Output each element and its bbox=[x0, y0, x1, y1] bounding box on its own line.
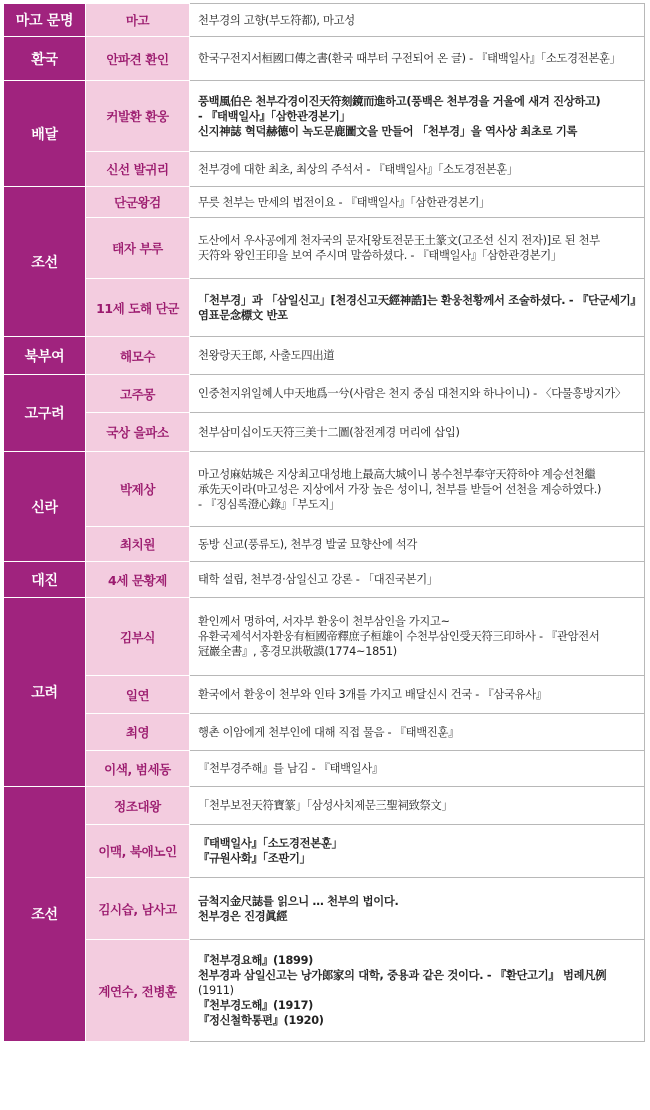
desc-cell bbox=[190, 527, 645, 562]
table-row bbox=[4, 4, 645, 37]
table-row bbox=[4, 562, 645, 598]
person-cell: 국상 을파소 bbox=[86, 413, 190, 452]
desc-line: 「천부보전天符寶篆」「삼성사치제문三聖祠致祭文」 bbox=[198, 799, 453, 812]
desc-line: 한국구전지서桓國口傳之書(환국 때부터 구전되어 온 글) - 『태백일사』「소도경전본훈」 bbox=[198, 52, 621, 65]
desc-line: 천부경은 진경眞經 bbox=[198, 909, 288, 923]
era-cell: 마고 문명 bbox=[4, 4, 86, 37]
era-cell: 신라 bbox=[4, 452, 86, 562]
desc-line: 「천부경」과 「삼일신고」[천경신고天經神誥]는 환웅천황께서 조술하셨다. - 『단군세기』 bbox=[198, 293, 642, 307]
table-row bbox=[4, 940, 645, 1042]
era-cell: 대진 bbox=[4, 562, 86, 598]
desc-cell bbox=[190, 940, 645, 1042]
table-row bbox=[4, 787, 645, 825]
table-row bbox=[4, 825, 645, 878]
person-cell: 이맥, 북애노인 bbox=[86, 825, 190, 878]
desc-line: - 『징심록澄心錄』「부도지」 bbox=[198, 497, 341, 511]
desc-line: 천부삼미십이도天符三美十二圖(참전계경 머리에 삽입) bbox=[198, 425, 460, 439]
desc-line: 承先天이라(마고성은 지상에서 가장 높은 성이니, 천부를 받들어 선천을 계승하였다.) bbox=[198, 482, 602, 496]
person-cell: 태자 부루 bbox=[86, 218, 190, 279]
desc-cell bbox=[190, 598, 645, 676]
table-row bbox=[4, 598, 645, 676]
person-cell: 안파견 환인 bbox=[86, 37, 190, 81]
era-cell: 고려 bbox=[4, 598, 86, 787]
era-cell: 조선 bbox=[4, 787, 86, 1042]
person-cell: 김부식 bbox=[86, 598, 190, 676]
desc-line: 마고성麻姑城은 지상최고대성地上最高大城이니 봉수천부奉守天符하야 계승선천繼 bbox=[198, 467, 596, 481]
desc-line: 『천부경요해』(1899) bbox=[198, 954, 314, 967]
desc-cell bbox=[190, 337, 645, 375]
table-row bbox=[4, 375, 645, 413]
desc-cell bbox=[190, 562, 645, 598]
table-row bbox=[4, 452, 645, 527]
person-cell: 4세 문황제 bbox=[86, 562, 190, 598]
person-cell: 커발환 환웅 bbox=[86, 81, 190, 152]
desc-cell bbox=[190, 37, 645, 81]
person-cell: 김시습, 남사고 bbox=[86, 878, 190, 940]
person-cell: 신선 발귀리 bbox=[86, 152, 190, 187]
person-cell: 고주몽 bbox=[86, 375, 190, 413]
desc-cell bbox=[190, 187, 645, 218]
desc-cell bbox=[190, 676, 645, 714]
table-row bbox=[4, 337, 645, 375]
table-row bbox=[4, 81, 645, 152]
desc-cell bbox=[190, 279, 645, 337]
desc-line: 천부경의 고향(부도符都), 마고성 bbox=[198, 13, 355, 27]
era-cell: 배달 bbox=[4, 81, 86, 187]
desc-cell bbox=[190, 878, 645, 940]
desc-cell bbox=[190, 81, 645, 152]
desc-line: 환인께서 명하여, 서자부 환웅이 천부삼인을 가지고~ bbox=[198, 615, 450, 628]
person-cell: 최치원 bbox=[86, 527, 190, 562]
person-cell: 계연수, 전병훈 bbox=[86, 940, 190, 1042]
desc-line: 『태백일사』「소도경전본훈」 bbox=[198, 837, 343, 850]
person-cell: 이색, 범세동 bbox=[86, 751, 190, 787]
desc-line: 『천부경도해』(1917) bbox=[198, 999, 314, 1012]
desc-line: 유환국제석서자환웅有桓國帝釋庶子桓雄이 수천부삼인受天符三印하사 - 『관암전서 bbox=[198, 630, 600, 643]
desc-line: 천왕랑天王郞, 사출도四出道 bbox=[198, 349, 335, 362]
desc-line: 『정신철학통편』(1920) bbox=[198, 1014, 324, 1027]
table-row bbox=[4, 413, 645, 452]
desc-cell bbox=[190, 413, 645, 452]
table-row bbox=[4, 279, 645, 337]
person-cell: 정조대왕 bbox=[86, 787, 190, 825]
desc-line: 무릇 천부는 만세의 법전이요 - 『태백일사』「삼한관경본기」 bbox=[198, 195, 491, 209]
era-cell: 북부여 bbox=[4, 337, 86, 375]
table-row bbox=[4, 676, 645, 714]
person-cell: 최영 bbox=[86, 714, 190, 751]
person-cell: 단군왕검 bbox=[86, 187, 190, 218]
desc-line: 『규원사화』「조판기」 bbox=[198, 852, 311, 865]
desc-cell bbox=[190, 218, 645, 279]
desc-line: 태학 설립, 천부경·삼일신고 강론 - 「대진국본기」 bbox=[198, 573, 438, 586]
desc-cell bbox=[190, 825, 645, 878]
desc-cell bbox=[190, 375, 645, 413]
desc-line: 『천부경주해』를 남김 - 『태백일사』 bbox=[198, 762, 383, 775]
table-row bbox=[4, 714, 645, 751]
desc-line: 신지神誌 혁덕赫德이 녹도문鹿圖文을 만들어 「천부경」을 역사상 최초로 기록 bbox=[198, 124, 578, 138]
table-row bbox=[4, 527, 645, 562]
desc-line: 도산에서 우사공에게 천자국의 문자[왕토전문王土篆文(고조선 신지 전자)]로 된 천부 bbox=[198, 234, 600, 247]
desc-cell bbox=[190, 714, 645, 751]
desc-cell bbox=[190, 787, 645, 825]
person-cell: 마고 bbox=[86, 4, 190, 37]
era-cell: 고구려 bbox=[4, 375, 86, 452]
desc-line: 환국에서 환웅이 천부와 인타 3개를 가지고 배달신시 건국 - 『삼국유사』 bbox=[198, 688, 547, 701]
era-cell: 환국 bbox=[4, 37, 86, 81]
desc-cell bbox=[190, 4, 645, 37]
desc-line: 금척지金尺誌를 읽으니 … 천부의 법이다. bbox=[198, 894, 399, 908]
table-row bbox=[4, 152, 645, 187]
person-cell: 일연 bbox=[86, 676, 190, 714]
desc-line: 천부경과 삼일신고는 낭가郎家의 대학, 중용과 같은 것이다. - 『환단고기』 범례凡例 bbox=[198, 969, 607, 982]
desc-line: 염표문念標文 반포 bbox=[198, 308, 288, 322]
table-row bbox=[4, 751, 645, 787]
desc-cell bbox=[190, 152, 645, 187]
history-table bbox=[3, 3, 645, 1042]
table-row bbox=[4, 878, 645, 940]
desc-line: 풍백風伯은 천부각경이진天符刻鏡而進하고(풍백은 천부경을 거울에 새겨 진상하고) bbox=[198, 94, 601, 108]
desc-line: 冠巖全書』, 홍경모洪敬謨(1774~1851) bbox=[198, 645, 397, 658]
person-cell: 해모수 bbox=[86, 337, 190, 375]
desc-line: 인중천지위일혜人中天地爲一兮(사람은 천지 중심 대천지와 하나이니) - 〈다물흥방지가〉 bbox=[198, 387, 626, 400]
desc-line: 동방 신교(풍류도), 천부경 발굴 묘향산에 석각 bbox=[198, 537, 417, 551]
era-cell: 조선 bbox=[4, 187, 86, 337]
desc-cell bbox=[190, 751, 645, 787]
table-row bbox=[4, 218, 645, 279]
table-row bbox=[4, 37, 645, 81]
person-cell: 11세 도해 단군 bbox=[86, 279, 190, 337]
desc-line: 천부경에 대한 최초, 최상의 주석서 - 『태백일사』「소도경전본훈」 bbox=[198, 162, 518, 176]
table-row bbox=[4, 187, 645, 218]
desc-cell bbox=[190, 452, 645, 527]
desc-line: - 『태백일사』「삼한관경본기」 bbox=[198, 109, 351, 123]
desc-line: 행촌 이암에게 천부인에 대해 직접 물음 - 『태백진훈』 bbox=[198, 725, 460, 739]
desc-line: (1911) bbox=[198, 984, 234, 997]
person-cell: 박제상 bbox=[86, 452, 190, 527]
desc-line: 天符와 왕인王印을 보여 주시며 말씀하셨다. - 『태백일사』「삼한관경본기」 bbox=[198, 249, 562, 262]
